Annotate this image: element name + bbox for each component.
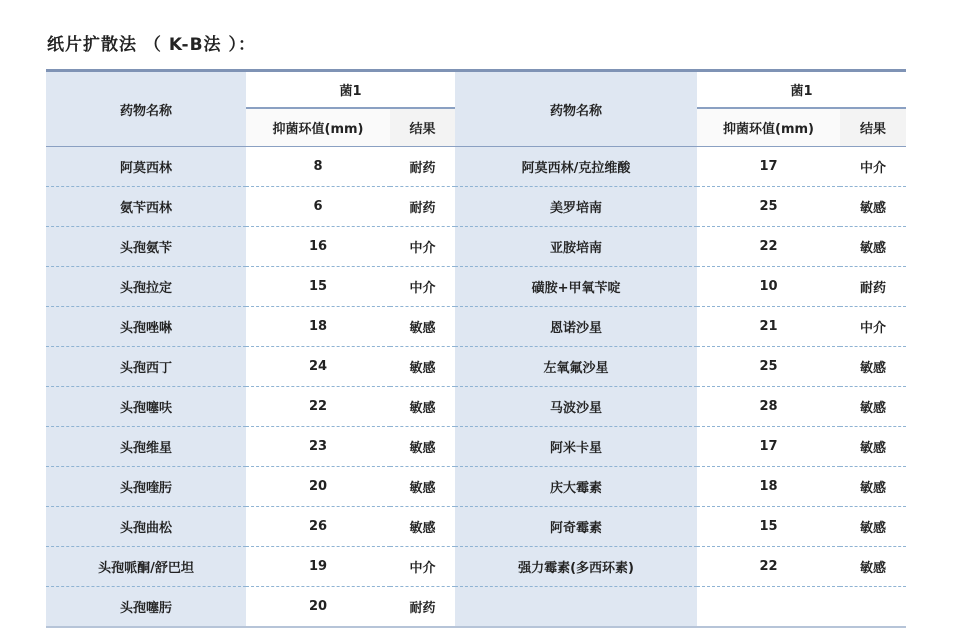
header-zone: 抑菌环值(mm) [246,108,390,147]
zone-value-cell: 23 [246,427,390,467]
drug-name-cell: 阿奇霉素 [455,507,697,547]
result-cell: 中介 [840,307,906,347]
table-row [46,467,906,507]
drug-name-cell: 恩诺沙星 [455,307,697,347]
zone-value-cell: 20 [246,467,390,507]
result-cell: 中介 [390,547,455,587]
zone-value-cell: 18 [246,307,390,347]
table-row [46,267,906,307]
header-drug-name: 药物名称 [455,71,697,147]
drug-name-cell: 亚胺培南 [455,227,697,267]
result-cell: 耐药 [840,267,906,307]
drug-name-cell: 左氧氟沙星 [455,347,697,387]
drug-name-cell: 头孢西丁 [46,347,246,387]
result-cell: 敏感 [840,467,906,507]
header-zone: 抑菌环值(mm) [697,108,840,147]
table-row [46,547,906,587]
table-row [46,147,906,187]
zone-value-cell: 22 [697,227,840,267]
zone-value-cell: 18 [697,467,840,507]
drug-name-cell: 头孢拉定 [46,267,246,307]
drug-name-cell [455,587,697,628]
table-row [46,187,906,227]
header-drug-name: 药物名称 [46,71,246,147]
drug-name-cell: 阿莫西林/克拉维酸 [455,147,697,187]
drug-name-cell: 强力霉素(多西环素) [455,547,697,587]
zone-value-cell: 26 [246,507,390,547]
result-cell: 敏感 [840,347,906,387]
drug-name-cell: 头孢曲松 [46,507,246,547]
zone-value-cell: 20 [246,587,390,628]
susceptibility-table [46,69,906,628]
zone-value-cell: 25 [697,187,840,227]
result-cell: 敏感 [390,427,455,467]
zone-value-cell [697,587,840,628]
result-cell: 敏感 [390,347,455,387]
result-cell: 耐药 [390,147,455,187]
table-row [46,387,906,427]
header-result: 结果 [390,108,455,147]
drug-name-cell: 头孢哌酮/舒巴坦 [46,547,246,587]
zone-value-cell: 22 [697,547,840,587]
result-cell: 敏感 [840,427,906,467]
zone-value-cell: 28 [697,387,840,427]
result-cell: 敏感 [840,547,906,587]
result-cell: 敏感 [390,307,455,347]
result-cell: 中介 [390,227,455,267]
zone-value-cell: 10 [697,267,840,307]
result-cell: 敏感 [390,387,455,427]
result-cell: 中介 [390,267,455,307]
result-cell: 耐药 [390,587,455,628]
result-cell: 耐药 [390,187,455,227]
result-cell: 敏感 [840,387,906,427]
drug-name-cell: 头孢唑啉 [46,307,246,347]
drug-name-cell: 氨苄西林 [46,187,246,227]
result-cell: 中介 [840,147,906,187]
drug-name-cell: 美罗培南 [455,187,697,227]
table-row [46,507,906,547]
drug-name-cell: 马波沙星 [455,387,697,427]
header-result: 结果 [840,108,906,147]
zone-value-cell: 8 [246,147,390,187]
drug-name-cell: 头孢氨苄 [46,227,246,267]
section-title: 纸片扩散法 （ K-B法 ）： [47,35,256,55]
table-row [46,427,906,467]
result-cell: 敏感 [840,227,906,267]
table-row [46,307,906,347]
zone-value-cell: 21 [697,307,840,347]
result-cell: 敏感 [390,467,455,507]
zone-value-cell: 15 [697,507,840,547]
zone-value-cell: 22 [246,387,390,427]
zone-value-cell: 6 [246,187,390,227]
result-cell: 敏感 [390,507,455,547]
zone-value-cell: 16 [246,227,390,267]
drug-name-cell: 头孢噻呋 [46,387,246,427]
drug-name-cell: 头孢维星 [46,427,246,467]
header-group: 菌1 [246,71,455,109]
zone-value-cell: 17 [697,427,840,467]
result-cell [840,587,906,628]
drug-name-cell: 头孢噻肟 [46,587,246,628]
zone-value-cell: 19 [246,547,390,587]
drug-name-cell: 阿米卡星 [455,427,697,467]
drug-name-cell: 磺胺+甲氧苄啶 [455,267,697,307]
zone-value-cell: 15 [246,267,390,307]
result-cell: 敏感 [840,187,906,227]
result-cell: 敏感 [840,507,906,547]
drug-name-cell: 头孢喹肟 [46,467,246,507]
zone-value-cell: 17 [697,147,840,187]
zone-value-cell: 24 [246,347,390,387]
header-group: 菌1 [697,71,906,109]
table-row [46,587,906,628]
drug-name-cell: 庆大霉素 [455,467,697,507]
zone-value-cell: 25 [697,347,840,387]
table-row [46,347,906,387]
table-row [46,227,906,267]
drug-name-cell: 阿莫西林 [46,147,246,187]
